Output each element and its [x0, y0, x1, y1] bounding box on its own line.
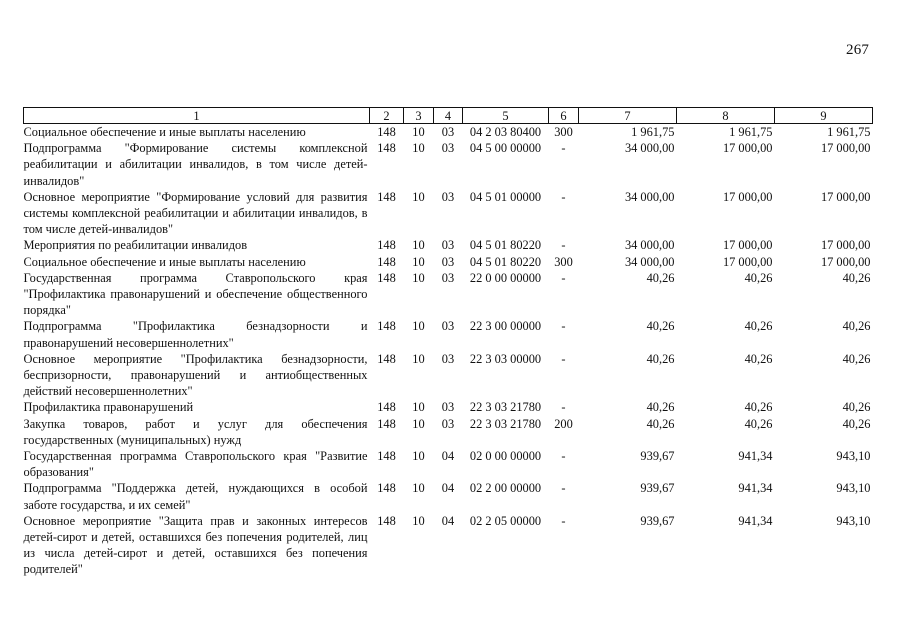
column-header-2: 2	[370, 108, 404, 124]
table-row	[24, 351, 873, 400]
grbs-cell: 148	[377, 141, 396, 156]
row-name-cell: Подпрограмма "Формирование системы комплексной реабилитации и абилитации инвалидов, в том числе детей-инвалидов"	[23, 141, 368, 188]
amount-cell-3: 40,26	[842, 400, 871, 415]
grbs-cell: 148	[377, 254, 396, 269]
amount-cell-3: 17 000,00	[820, 238, 871, 253]
amount-cell-1: 939,67	[640, 449, 675, 464]
page-number: 267	[846, 42, 870, 58]
grbs-cell: 148	[377, 449, 396, 464]
expense-type-cell: -	[561, 481, 566, 496]
grbs-cell: 148	[377, 351, 396, 366]
expense-type-cell: -	[561, 449, 566, 464]
table-row	[24, 254, 873, 270]
column-header-1: 1	[24, 108, 370, 124]
column-header-4: 4	[434, 108, 463, 124]
amount-cell-1: 34 000,00	[624, 189, 675, 204]
amount-cell-1: 40,26	[646, 319, 675, 334]
grbs-cell: 148	[377, 238, 396, 253]
column-header-7: 7	[579, 108, 677, 124]
table-body	[24, 124, 873, 578]
amount-cell-3: 17 000,00	[820, 141, 871, 156]
target-article-cell: 04 5 01 80220	[469, 238, 542, 253]
column-header-3: 3	[404, 108, 434, 124]
subsection-cell: 03	[441, 189, 455, 204]
column-header-9: 9	[775, 108, 873, 124]
grbs-cell: 148	[377, 125, 396, 139]
row-name-cell: Мероприятия по реабилитации инвалидов	[23, 238, 248, 253]
section-cell: 10	[412, 125, 425, 139]
row-name-cell: Основное мероприятие "Защита прав и законных интересов детей-сирот и детей, оставшихся без попечения родителей, лиц из числа детей-сирот и детей, оставшихся без попечения родителей"	[23, 513, 368, 577]
expense-type-cell: 300	[554, 254, 573, 269]
amount-cell-1: 40,26	[646, 416, 675, 431]
amount-cell-3: 943,10	[836, 513, 871, 528]
amount-cell-3: 40,26	[842, 416, 871, 431]
amount-cell-3: 1 961,75	[827, 125, 871, 139]
amount-cell-2: 40,26	[744, 416, 773, 431]
expense-type-cell: 200	[554, 416, 573, 431]
grbs-cell: 148	[377, 416, 396, 431]
amount-cell-1: 939,67	[640, 481, 675, 496]
section-cell: 10	[412, 189, 425, 204]
expense-type-cell: -	[561, 351, 566, 366]
amount-cell-1: 40,26	[646, 351, 675, 366]
grbs-cell: 148	[377, 189, 396, 204]
subsection-cell: 03	[441, 351, 455, 366]
amount-cell-2: 40,26	[744, 319, 773, 334]
row-name-cell: Основное мероприятие "Формирование условий для развития системы комплексной реабилитации и абилитации инвалидов, в том числе детей-инвалидов"	[23, 189, 368, 237]
subsection-cell: 03	[441, 238, 455, 253]
amount-cell-3: 943,10	[836, 481, 871, 496]
amount-cell-2: 40,26	[744, 400, 773, 415]
amount-cell-2: 941,34	[738, 513, 773, 528]
section-cell: 10	[412, 449, 425, 464]
amount-cell-1: 40,26	[646, 270, 675, 285]
target-article-cell: 04 5 01 80220	[469, 254, 542, 269]
column-number-row	[24, 108, 873, 124]
table-row	[24, 318, 873, 350]
table-row	[24, 513, 873, 578]
table-row	[24, 140, 873, 189]
amount-cell-2: 1 961,75	[729, 125, 773, 139]
amount-cell-2: 40,26	[744, 351, 773, 366]
expense-type-cell: -	[561, 189, 566, 204]
target-article-cell: 22 0 00 00000	[469, 270, 542, 285]
row-name-cell: Государственная программа Ставропольского края "Развитие образования"	[23, 449, 368, 480]
section-cell: 10	[412, 416, 425, 431]
grbs-cell: 148	[377, 270, 396, 285]
row-name-cell: Подпрограмма "Поддержка детей, нуждающихся в особой заботе государства, и их семей"	[23, 481, 368, 512]
expense-type-cell: -	[561, 400, 566, 415]
column-header-5: 5	[463, 108, 549, 124]
target-article-cell: 22 3 03 00000	[469, 351, 542, 366]
table-row	[24, 448, 873, 480]
table-row	[24, 416, 873, 448]
grbs-cell: 148	[377, 513, 396, 528]
subsection-cell: 03	[441, 125, 455, 139]
amount-cell-2: 941,34	[738, 481, 773, 496]
expense-type-cell: -	[561, 513, 566, 528]
amount-cell-1: 34 000,00	[624, 238, 675, 253]
section-cell: 10	[412, 319, 425, 334]
amount-cell-2: 941,34	[738, 449, 773, 464]
grbs-cell: 148	[377, 400, 396, 415]
row-name-cell: Основное мероприятие "Профилактика безнадзорности, беспризорности, правонарушений и антиобщественных действий несовершеннолетних"	[23, 351, 368, 399]
target-article-cell: 22 3 03 21780	[469, 416, 542, 431]
table-row	[24, 124, 873, 141]
amount-cell-1: 939,67	[640, 513, 675, 528]
subsection-cell: 03	[441, 254, 455, 269]
target-article-cell: 04 5 00 00000	[469, 141, 542, 156]
amount-cell-1: 1 961,75	[631, 125, 675, 139]
section-cell: 10	[412, 141, 425, 156]
row-name-cell: Социальное обеспечение и иные выплаты населению	[23, 125, 306, 139]
expense-type-cell: -	[561, 270, 566, 285]
subsection-cell: 04	[441, 481, 455, 496]
row-name-cell: Закупка товаров, работ и услуг для обеспечения государственных (муниципальных) нужд	[23, 416, 368, 447]
amount-cell-3: 17 000,00	[820, 254, 871, 269]
section-cell: 10	[412, 238, 425, 253]
subsection-cell: 03	[441, 141, 455, 156]
subsection-cell: 04	[441, 449, 455, 464]
target-article-cell: 22 3 00 00000	[469, 319, 542, 334]
table-row	[24, 480, 873, 512]
grbs-cell: 148	[377, 481, 396, 496]
table-row	[24, 270, 873, 319]
amount-cell-2: 40,26	[744, 270, 773, 285]
row-name-cell: Социальное обеспечение и иные выплаты населению	[23, 254, 306, 269]
target-article-cell: 04 5 01 00000	[469, 189, 542, 204]
amount-cell-3: 40,26	[842, 270, 871, 285]
amount-cell-2: 17 000,00	[722, 189, 773, 204]
section-cell: 10	[412, 254, 425, 269]
target-article-cell: 02 0 00 00000	[469, 449, 542, 464]
budget-table	[23, 107, 873, 578]
target-article-cell: 04 2 03 80400	[469, 125, 542, 139]
amount-cell-3: 17 000,00	[820, 189, 871, 204]
section-cell: 10	[412, 270, 425, 285]
expense-type-cell: -	[561, 319, 566, 334]
target-article-cell: 02 2 05 00000	[469, 513, 542, 528]
row-name-cell: Государственная программа Ставропольского края "Профилактика правонарушений и обеспечение общественного порядка"	[23, 270, 368, 318]
amount-cell-3: 40,26	[842, 319, 871, 334]
section-cell: 10	[412, 513, 425, 528]
target-article-cell: 02 2 00 00000	[469, 481, 542, 496]
table-row	[24, 237, 873, 253]
expense-type-cell: -	[561, 238, 566, 253]
table-row	[24, 399, 873, 415]
row-name-cell: Подпрограмма "Профилактика безнадзорности и правонарушений несовершеннолетних"	[23, 319, 368, 350]
grbs-cell: 148	[377, 319, 396, 334]
amount-cell-1: 34 000,00	[624, 141, 675, 156]
subsection-cell: 03	[441, 270, 455, 285]
amount-cell-1: 40,26	[646, 400, 675, 415]
subsection-cell: 03	[441, 416, 455, 431]
section-cell: 10	[412, 481, 425, 496]
amount-cell-3: 943,10	[836, 449, 871, 464]
amount-cell-2: 17 000,00	[722, 254, 773, 269]
row-name-cell: Профилактика правонарушений	[23, 400, 194, 415]
amount-cell-2: 17 000,00	[722, 238, 773, 253]
subsection-cell: 03	[441, 400, 455, 415]
target-article-cell: 22 3 03 21780	[469, 400, 542, 415]
table-row	[24, 189, 873, 238]
amount-cell-1: 34 000,00	[624, 254, 675, 269]
section-cell: 10	[412, 400, 425, 415]
subsection-cell: 03	[441, 319, 455, 334]
amount-cell-2: 17 000,00	[722, 141, 773, 156]
subsection-cell: 04	[441, 513, 455, 528]
column-header-6: 6	[549, 108, 579, 124]
section-cell: 10	[412, 351, 425, 366]
column-header-8: 8	[677, 108, 775, 124]
expense-type-cell: 300	[554, 125, 573, 139]
amount-cell-3: 40,26	[842, 351, 871, 366]
expense-type-cell: -	[561, 141, 566, 156]
